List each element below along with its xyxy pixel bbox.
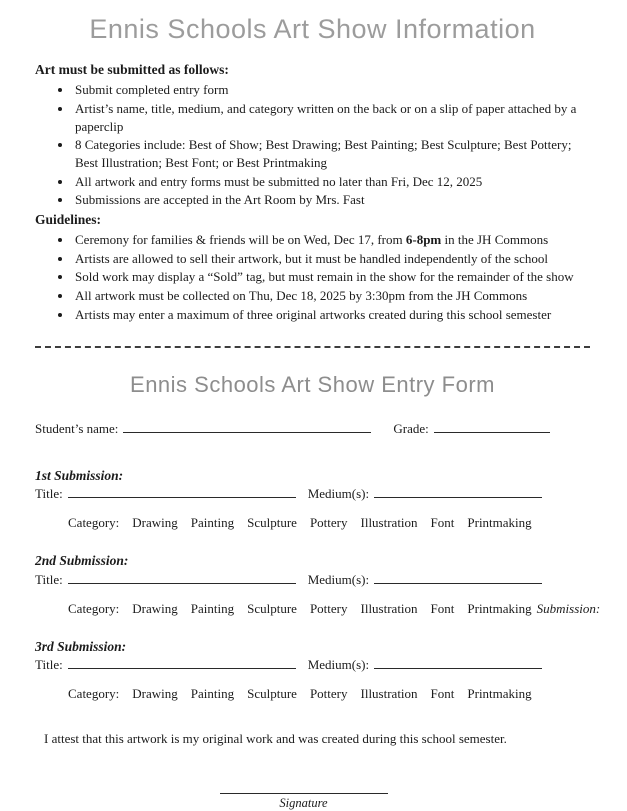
submission-heading: 1st Submission:: [35, 467, 590, 485]
signature-label: Signature: [26, 796, 581, 811]
submission-block-1: [35, 467, 590, 532]
student-name-field[interactable]: [123, 420, 371, 433]
category-label: Category:: [68, 686, 119, 701]
category-option-illustration[interactable]: Illustration: [361, 686, 418, 701]
entry-form-title: Ennis Schools Art Show Entry Form: [35, 372, 590, 398]
submission-block-3: [35, 638, 590, 703]
bullet-item: • Submissions are accepted in the Art Room by Mrs. Fast: [73, 191, 590, 209]
category-option-font[interactable]: Font: [431, 515, 455, 530]
title-field[interactable]: [68, 571, 296, 584]
category-option-sculpture[interactable]: Sculpture: [247, 515, 297, 530]
medium-field[interactable]: [374, 656, 542, 669]
category-row: [68, 515, 590, 531]
submissions-container: [35, 467, 590, 703]
title-label: Title:: [35, 486, 63, 501]
medium-label: Medium(s):: [308, 657, 369, 672]
medium-field[interactable]: [374, 485, 542, 498]
category-row: [68, 601, 590, 617]
bullet-item: • Ceremony for families & friends will be on Wed, Dec 17, from 6-8pm in the JH Commons: [73, 231, 590, 249]
guidelines-heading: Guidelines:: [35, 211, 590, 229]
info-page-title: Ennis Schools Art Show Information: [35, 14, 590, 45]
submit-rules-heading: Art must be submitted as follows:: [35, 61, 590, 79]
title-field[interactable]: [68, 485, 296, 498]
medium-field[interactable]: [374, 571, 542, 584]
signature-field[interactable]: [220, 782, 388, 794]
bullet-item: • 8 Categories include: Best of Show; Best Drawing; Best Painting; Best Sculpture; Best Pottery; Best Illustration; Best Font; or Best Printmaking: [73, 136, 590, 171]
category-option-pottery[interactable]: Pottery: [310, 686, 348, 701]
category-option-sculpture[interactable]: Sculpture: [247, 601, 297, 616]
entry-form: [35, 420, 590, 811]
category-option-printmaking[interactable]: Printmaking: [467, 601, 531, 616]
bullet-item: • Artist’s name, title, medium, and category written on the back or on a slip of paper attached by a paperclip: [73, 100, 590, 135]
category-option-drawing[interactable]: Drawing: [132, 601, 178, 616]
bullet-item: • Artists are allowed to sell their artwork, but it must be handled independently of the school: [73, 250, 590, 268]
dashed-divider: [35, 346, 590, 348]
category-option-printmaking[interactable]: Printmaking: [467, 515, 531, 530]
category-option-font[interactable]: Font: [431, 601, 455, 616]
submission-block-2: [35, 552, 590, 617]
submission-heading: 3rd Submission:: [35, 638, 590, 656]
bullet-item: • All artwork and entry forms must be submitted no later than Fri, Dec 12, 2025: [73, 173, 590, 191]
title-medium-row: [35, 571, 590, 588]
trailing-submission-label: Submission:: [537, 601, 601, 616]
category-label: Category:: [68, 515, 119, 530]
student-row: [35, 420, 590, 437]
category-option-illustration[interactable]: Illustration: [361, 601, 418, 616]
category-option-pottery[interactable]: Pottery: [310, 515, 348, 530]
grade-field[interactable]: [434, 420, 550, 433]
category-option-illustration[interactable]: Illustration: [361, 515, 418, 530]
grade-label: Grade:: [393, 421, 428, 436]
submission-heading: 2nd Submission:: [35, 552, 590, 570]
category-option-painting[interactable]: Painting: [191, 601, 234, 616]
category-option-drawing[interactable]: Drawing: [132, 515, 178, 530]
title-medium-row: [35, 485, 590, 502]
category-option-painting[interactable]: Painting: [191, 686, 234, 701]
title-medium-row: [35, 656, 590, 673]
signature-block: [35, 782, 590, 811]
medium-label: Medium(s):: [308, 486, 369, 501]
category-label: Category:: [68, 601, 119, 616]
category-option-pottery[interactable]: Pottery: [310, 601, 348, 616]
title-label: Title:: [35, 572, 63, 587]
title-label: Title:: [35, 657, 63, 672]
bullet-item: • Sold work may display a “Sold” tag, but must remain in the show for the remainder of the show: [73, 268, 590, 286]
category-row: [68, 686, 590, 702]
bullet-item: • Artists may enter a maximum of three original artworks created during this school semester: [73, 306, 590, 324]
title-field[interactable]: [68, 656, 296, 669]
info-section: [35, 61, 590, 324]
medium-label: Medium(s):: [308, 572, 369, 587]
category-option-drawing[interactable]: Drawing: [132, 686, 178, 701]
bullet-item: • All artwork must be collected on Thu, Dec 18, 2025 by 3:30pm from the JH Commons: [73, 287, 590, 305]
submit-rules-list: [35, 81, 590, 209]
category-option-font[interactable]: Font: [431, 686, 455, 701]
category-option-sculpture[interactable]: Sculpture: [247, 686, 297, 701]
category-option-printmaking[interactable]: Printmaking: [467, 686, 531, 701]
bullet-item: • Submit completed entry form: [73, 81, 590, 99]
attestation-text: I attest that this artwork is my original work and was created during this school semester.: [44, 731, 590, 747]
category-option-painting[interactable]: Painting: [191, 515, 234, 530]
guidelines-list: [35, 231, 590, 323]
student-name-label: Student’s name:: [35, 421, 118, 436]
